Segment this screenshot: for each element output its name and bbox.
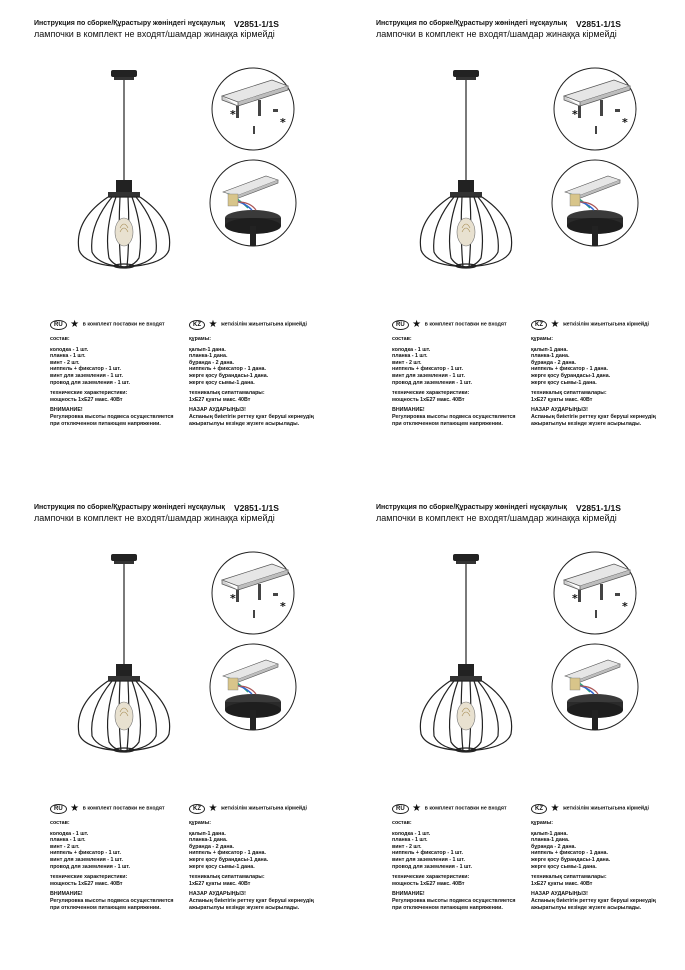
kz-tech-value: 1хЕ27 қуаты макс. 40Вт	[189, 396, 251, 403]
kz-note-row	[189, 320, 339, 332]
header-line2: лампочки в комплект не входят/шамдар жинаққа кірмейді	[376, 29, 617, 39]
header-title	[34, 504, 344, 511]
ru-star-note: в комплект поставки не входят	[82, 321, 165, 328]
info-columns	[34, 804, 344, 954]
kz-badge: KZ	[531, 320, 547, 330]
kz-tech-value: 1хЕ27 қуаты макс. 40Вт	[189, 880, 251, 887]
header-line2: лампочки в комплект не входят/шамдар жинаққа кірмейді	[34, 513, 275, 523]
asterisk-icon: ★	[412, 802, 422, 814]
kz-badge: KZ	[531, 804, 547, 814]
list-item: Аспаның биіктігін реттеу қуат беруші кернеудің	[189, 413, 314, 420]
kz-tech-title: техникалық сипаттамалары:	[531, 874, 607, 881]
ru-tech-title: технические характеристики:	[392, 874, 470, 881]
ru-warning-title: ВНИМАНИЕ!	[392, 891, 425, 898]
list-item: жерге қосу бұрандасы-1 дана.	[531, 372, 611, 379]
ru-warning-text	[50, 898, 200, 911]
kz-composition-title: құрамы:	[189, 820, 211, 826]
list-item: жерге қосу сымы-1 дана.	[531, 379, 597, 386]
ru-composition-list	[392, 347, 542, 387]
kz-tech-title: техникалық сипаттамалары:	[189, 874, 265, 881]
list-item: планка-1 дана.	[189, 837, 228, 844]
asterisk-icon: ★	[550, 802, 560, 814]
list-item: ниппель + фиксатор - 1 дана.	[531, 366, 608, 373]
mounting-bracket-icon	[552, 550, 638, 636]
kz-tech-title: техникалық сипаттамалары:	[531, 390, 607, 397]
header-line2: лампочки в комплект не входят/шамдар жинаққа кірмейді	[376, 513, 617, 523]
list-item: жерге қосу сымы-1 дана.	[531, 863, 597, 870]
ru-badge: RU	[50, 320, 67, 330]
kz-star-note: жеткізілім жиынтығына кірмейді	[220, 321, 307, 328]
list-item: қалып-1 дана.	[531, 346, 568, 353]
list-item: колодка - 1 шт.	[392, 830, 431, 837]
kz-composition-title: құрамы:	[531, 820, 553, 826]
ru-composition-list	[392, 831, 542, 871]
svg-text:*: *	[230, 108, 236, 121]
list-item: ниппель + фиксатор - 1 шт.	[392, 366, 464, 373]
list-item: Регулировка высоты подвеса осуществляется	[392, 897, 516, 904]
list-item: ниппель + фиксатор - 1 шт.	[50, 850, 122, 857]
ru-badge: RU	[392, 320, 409, 330]
ru-composition-title: состав:	[392, 336, 412, 342]
list-item: при отключенном питающем напряжении.	[50, 420, 161, 427]
info-columns	[34, 320, 344, 470]
wiring-diagram-icon	[550, 158, 640, 248]
list-item: жерге қосу сымы-1 дана.	[189, 379, 255, 386]
list-item: винт - 2 шт.	[50, 359, 80, 366]
svg-text:*: *	[280, 116, 286, 129]
kz-warning-text	[531, 898, 681, 911]
ru-note-row	[50, 804, 200, 816]
list-item: ажыратылуы кезінде жүзеге асырылады.	[531, 904, 642, 911]
instruction-panel	[34, 504, 344, 964]
ru-warning-text	[50, 414, 200, 427]
kz-note-row	[531, 320, 681, 332]
list-item: Регулировка высоты подвеса осуществляется	[50, 413, 174, 420]
list-item: ажыратылуы кезінде жүзеге асырылады.	[531, 420, 642, 427]
wiring-diagram-icon	[208, 158, 298, 248]
asterisk-icon: ★	[412, 318, 422, 330]
kz-warning-text	[189, 898, 339, 911]
svg-text:*: *	[280, 600, 286, 613]
pendant-lamp-icon	[64, 544, 184, 774]
ru-tech-value: мощность 1хЕ27 макс. 40Вт	[50, 880, 123, 887]
kz-badge: KZ	[189, 320, 205, 330]
kz-warning-text	[531, 414, 681, 427]
list-item: планка - 1 шт.	[50, 837, 86, 844]
list-item: ажыратылуы кезінде жүзеге асырылады.	[189, 904, 300, 911]
asterisk-icon: ★	[550, 318, 560, 330]
list-item: ниппель + фиксатор - 1 шт.	[50, 366, 122, 373]
list-item: планка - 1 шт.	[50, 353, 86, 360]
model-number: V2851-1/1S	[234, 19, 279, 29]
kz-tech-value: 1хЕ27 қуаты макс. 40Вт	[531, 396, 593, 403]
list-item: при отключенном питающем напряжении.	[392, 904, 503, 911]
ru-composition-list	[50, 831, 200, 871]
list-item: қалып-1 дана.	[189, 346, 226, 353]
list-item: при отключенном питающем напряжении.	[392, 420, 503, 427]
list-item: планка-1 дана.	[531, 353, 570, 360]
list-item: Регулировка высоты подвеса осуществляется	[50, 897, 174, 904]
column-ru	[50, 320, 200, 427]
instruction-panel	[34, 20, 344, 480]
column-ru	[392, 320, 542, 427]
list-item: қалып-1 дана.	[531, 830, 568, 837]
ru-note-row	[392, 320, 542, 332]
list-item: провод для заземления - 1 шт.	[50, 863, 131, 870]
ru-tech-value: мощность 1хЕ27 макс. 40Вт	[392, 396, 465, 403]
list-item: при отключенном питающем напряжении.	[50, 904, 161, 911]
asterisk-icon: ★	[70, 802, 80, 814]
svg-text:*: *	[572, 108, 578, 121]
list-item: ниппель + фиксатор - 1 дана.	[189, 366, 266, 373]
list-item: винт - 2 шт.	[50, 843, 80, 850]
list-item: винт для заземления - 1 шт.	[392, 372, 465, 379]
list-item: винт для заземления - 1 шт.	[392, 856, 465, 863]
pendant-lamp-icon	[406, 60, 526, 290]
ru-tech-title: технические характеристики:	[392, 390, 470, 397]
ru-tech-value: мощность 1хЕ27 макс. 40Вт	[50, 396, 123, 403]
pendant-lamp-icon	[406, 544, 526, 774]
ru-star-note: в комплект поставки не входят	[424, 805, 507, 812]
list-item: бұранда - 2 дана.	[531, 359, 576, 366]
kz-warning-title: НАЗАР АУДАРЫҢЫЗ!	[531, 891, 588, 898]
kz-composition-list	[189, 347, 339, 387]
list-item: қалып-1 дана.	[189, 830, 226, 837]
list-item: ажыратылуы кезінде жүзеге асырылады.	[189, 420, 300, 427]
wiring-diagram-icon	[208, 642, 298, 732]
ru-warning-title: ВНИМАНИЕ!	[50, 891, 83, 898]
ru-composition-list	[50, 347, 200, 387]
kz-warning-text	[189, 414, 339, 427]
mounting-bracket-icon	[210, 66, 296, 152]
instruction-panel	[376, 504, 685, 964]
list-item: Регулировка высоты подвеса осуществляется	[392, 413, 516, 420]
column-ru	[392, 804, 542, 911]
list-item: жерге қосу сымы-1 дана.	[189, 863, 255, 870]
list-item: колодка - 1 шт.	[392, 346, 431, 353]
list-item: винт - 2 шт.	[392, 359, 422, 366]
list-item: бұранда - 2 дана.	[531, 843, 576, 850]
svg-text:*: *	[622, 116, 628, 129]
list-item: жерге қосу бұрандасы-1 дана.	[189, 856, 269, 863]
list-item: бұранда - 2 дана.	[189, 359, 234, 366]
list-item: бұранда - 2 дана.	[189, 843, 234, 850]
list-item: Аспаның биіктігін реттеу қуат беруші кернеудің	[531, 897, 656, 904]
header-line1: Инструкция по сборке/Құрастыру жөніндегі нұсқаулық	[376, 504, 567, 511]
header-title	[34, 20, 344, 27]
header-title	[376, 20, 685, 27]
list-item: ниппель + фиксатор - 1 дана.	[189, 850, 266, 857]
kz-star-note: жеткізілім жиынтығына кірмейді	[562, 321, 649, 328]
list-item: провод для заземления - 1 шт.	[392, 379, 473, 386]
list-item: винт - 2 шт.	[392, 843, 422, 850]
model-number: V2851-1/1S	[576, 19, 621, 29]
kz-warning-title: НАЗАР АУДАРЫҢЫЗ!	[189, 891, 246, 898]
ru-note-row	[50, 320, 200, 332]
list-item: винт для заземления - 1 шт.	[50, 372, 123, 379]
ru-composition-title: состав:	[50, 820, 70, 826]
model-number: V2851-1/1S	[234, 503, 279, 513]
kz-composition-title: құрамы:	[531, 336, 553, 342]
list-item: провод для заземления - 1 шт.	[50, 379, 131, 386]
ru-note-row	[392, 804, 542, 816]
model-number: V2851-1/1S	[576, 503, 621, 513]
kz-composition-list	[189, 831, 339, 871]
list-item: винт для заземления - 1 шт.	[50, 856, 123, 863]
kz-tech-title: техникалық сипаттамалары:	[189, 390, 265, 397]
list-item: ниппель + фиксатор - 1 шт.	[392, 850, 464, 857]
asterisk-icon: ★	[208, 802, 218, 814]
ru-warning-text	[392, 898, 542, 911]
kz-composition-list	[531, 831, 681, 871]
column-kz	[189, 804, 339, 911]
list-item: ниппель + фиксатор - 1 дана.	[531, 850, 608, 857]
svg-text:*: *	[622, 600, 628, 613]
instruction-panel	[376, 20, 685, 480]
kz-note-row	[531, 804, 681, 816]
asterisk-icon: ★	[208, 318, 218, 330]
kz-composition-title: құрамы:	[189, 336, 211, 342]
column-kz	[189, 320, 339, 427]
ru-badge: RU	[50, 804, 67, 814]
ru-badge: RU	[392, 804, 409, 814]
list-item: планка-1 дана.	[531, 837, 570, 844]
list-item: жерге қосу бұрандасы-1 дана.	[189, 372, 269, 379]
kz-warning-title: НАЗАР АУДАРЫҢЫЗ!	[189, 407, 246, 414]
list-item: планка-1 дана.	[189, 353, 228, 360]
kz-star-note: жеткізілім жиынтығына кірмейді	[220, 805, 307, 812]
header-line1: Инструкция по сборке/Құрастыру жөніндегі нұсқаулық	[34, 20, 225, 27]
column-kz	[531, 320, 681, 427]
column-kz	[531, 804, 681, 911]
list-item: планка - 1 шт.	[392, 837, 428, 844]
ru-composition-title: состав:	[50, 336, 70, 342]
list-item: колодка - 1 шт.	[50, 830, 89, 837]
list-item: планка - 1 шт.	[392, 353, 428, 360]
ru-composition-title: состав:	[392, 820, 412, 826]
header-line1: Инструкция по сборке/Құрастыру жөніндегі нұсқаулық	[34, 504, 225, 511]
kz-composition-list	[531, 347, 681, 387]
list-item: Аспаның биіктігін реттеу қуат беруші кернеудің	[189, 897, 314, 904]
column-ru	[50, 804, 200, 911]
ru-warning-text	[392, 414, 542, 427]
list-item: провод для заземления - 1 шт.	[392, 863, 473, 870]
info-columns	[376, 804, 685, 954]
mounting-bracket-icon	[210, 550, 296, 636]
kz-star-note: жеткізілім жиынтығына кірмейді	[562, 805, 649, 812]
asterisk-icon: ★	[70, 318, 80, 330]
mounting-bracket-icon	[552, 66, 638, 152]
ru-warning-title: ВНИМАНИЕ!	[392, 407, 425, 414]
kz-warning-title: НАЗАР АУДАРЫҢЫЗ!	[531, 407, 588, 414]
ru-tech-title: технические характеристики:	[50, 874, 128, 881]
list-item: колодка - 1 шт.	[50, 346, 89, 353]
ru-star-note: в комплект поставки не входят	[424, 321, 507, 328]
kz-note-row	[189, 804, 339, 816]
list-item: жерге қосу бұрандасы-1 дана.	[531, 856, 611, 863]
pendant-lamp-icon	[64, 60, 184, 290]
kz-tech-value: 1хЕ27 қуаты макс. 40Вт	[531, 880, 593, 887]
header-title	[376, 504, 685, 511]
info-columns	[376, 320, 685, 470]
header-line2: лампочки в комплект не входят/шамдар жинаққа кірмейді	[34, 29, 275, 39]
ru-warning-title: ВНИМАНИЕ!	[50, 407, 83, 414]
list-item: Аспаның биіктігін реттеу қуат беруші кернеудің	[531, 413, 656, 420]
ru-tech-title: технические характеристики:	[50, 390, 128, 397]
header-line1: Инструкция по сборке/Құрастыру жөніндегі нұсқаулық	[376, 20, 567, 27]
svg-text:*: *	[230, 592, 236, 605]
wiring-diagram-icon	[550, 642, 640, 732]
kz-badge: KZ	[189, 804, 205, 814]
svg-text:*: *	[572, 592, 578, 605]
ru-star-note: в комплект поставки не входят	[82, 805, 165, 812]
ru-tech-value: мощность 1хЕ27 макс. 40Вт	[392, 880, 465, 887]
